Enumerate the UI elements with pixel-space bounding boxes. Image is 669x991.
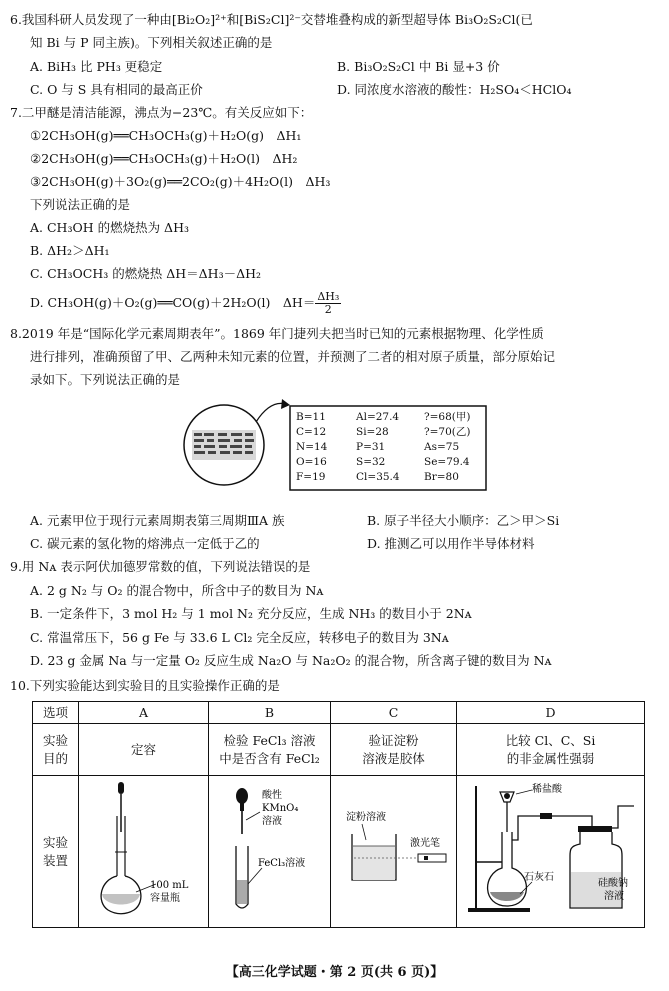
q8-stem-line2: 进行排列，准确预留了甲、乙两种未知元素的位置，并预测了二者的相对原子质量，部分原始记 [30, 349, 556, 364]
q6-option-b: B. Bi₃O₂S₂Cl 中 Bi 显+3 价 [337, 59, 500, 74]
tube-liquid [237, 880, 247, 904]
mendeleev-figure [178, 392, 494, 498]
record-c1-4: F=19 [296, 471, 326, 483]
q8-stem-line3: 录如下。下列说法正确的是 [30, 372, 181, 387]
beaker-liquid [353, 846, 395, 880]
q7-reaction-3: ③2CH₃OH(g)＋3O₂(g)══2CO₂(g)＋4H₂O(l) ΔH₃ [30, 174, 331, 189]
q7-ask: 下列说法正确的是 [30, 197, 131, 212]
q6-option-d: D. 同浓度水溶液的酸性：H₂SO₄＜HClO₄ [337, 82, 572, 97]
purpose-c-line2: 溶液是胶体 [362, 750, 425, 766]
record-c3-1: ?=70(乙) [424, 426, 471, 438]
device-label [33, 776, 79, 928]
header-a: A [79, 702, 209, 724]
q10-header-row [33, 702, 645, 724]
header-b: B [209, 702, 331, 724]
q8-option-c: C. 碳元素的氢化物的熔沸点一定低于乙的 [30, 536, 260, 551]
flask-caption-1: 100 mL [149, 880, 188, 891]
silicate-caption-2: 溶液 [603, 891, 624, 902]
q7-stem: 7.二甲醚是清洁能源，沸点为−23℃。有关反应如下： [10, 105, 313, 120]
purpose-label-line2: 目的 [42, 750, 68, 766]
record-c3-4: Br=80 [424, 471, 459, 483]
page-footer: 【高三化学试题・第 2 页(共 6 页)】 [225, 965, 444, 980]
stand-base [468, 908, 530, 912]
record-c3-0: ?=68(甲) [424, 411, 471, 423]
q6-option-a: A. BiH₃ 比 PH₃ 更稳定 [30, 59, 163, 74]
record-text [296, 411, 470, 483]
q7-option-a: A. CH₃OH 的燃烧热为 ΔH₃ [30, 220, 189, 235]
kmno4-caption-1: 酸性 [261, 790, 282, 801]
colloid-figure [332, 776, 456, 922]
record-c1-2: N=14 [296, 441, 328, 453]
record-scribble [192, 430, 256, 460]
header-c: C [331, 702, 457, 724]
header-d: D [457, 702, 645, 724]
q10-device-row [33, 776, 645, 928]
purpose-c [331, 724, 457, 776]
purpose-b [209, 724, 331, 776]
record-c2-2: P=31 [356, 441, 386, 453]
q6-stem-line1: 6.我国科研人员发现了一种由[Bi₂O₂]²⁺和[BiS₂Cl]²⁻交替堆叠构成的新型超导体 Bi₃O₂S₂Cl(已 [10, 12, 533, 27]
dropper-bulb [118, 782, 124, 794]
starch-caption: 淀粉溶液 [345, 812, 386, 823]
fraction [315, 291, 341, 316]
q7-option-b: B. ΔH₂＞ΔH₁ [30, 243, 110, 258]
device-d [457, 776, 645, 928]
flask-caption-2: 容量瓶 [149, 893, 180, 904]
tube-connector [540, 813, 552, 819]
record-c2-0: Al=27.4 [356, 411, 400, 423]
header-option: 选项 [33, 702, 79, 724]
gas-apparatus-figure [458, 776, 644, 922]
exhaust-tube [600, 806, 634, 828]
purpose-a: 定容 [79, 724, 209, 776]
purpose-c-line1: 验证淀粉 [368, 732, 419, 748]
kmno4-caption-2: KMnO₄ [261, 803, 298, 814]
device-c [331, 776, 457, 928]
q7-option-c: C. CH₃OCH₃ 的燃烧热 ΔH＝ΔH₃－ΔH₂ [30, 266, 262, 281]
fraction-denominator: 2 [324, 303, 332, 316]
q6-option-c: C. O 与 S 具有相同的最高正价 [30, 82, 203, 97]
laser-caption: 激光笔 [409, 838, 440, 849]
device-a [79, 776, 209, 928]
arrow-head [281, 399, 290, 409]
device-label-line1: 实验 [42, 834, 68, 850]
q9-option-c: C. 常温常压下，56 g Fe 与 33.6 L Cl₂ 完全反应，转移电子的数目为 3Nᴀ [30, 630, 449, 645]
bottle-stopper [578, 826, 612, 832]
purpose-d [457, 724, 645, 776]
device-label-line2: 装置 [42, 852, 68, 868]
q7-option-d-text: D. CH₃OH(g)＋O₂(g)══CO(g)＋2H₂O(l) ΔH＝ [30, 295, 316, 310]
hcl-caption: 稀盐酸 [531, 784, 562, 795]
record-c1-3: O=16 [296, 456, 327, 468]
record-c3-2: As=75 [424, 441, 460, 453]
q8-option-d: D. 推测乙可以用作半导体材料 [367, 536, 535, 551]
purpose-label [33, 724, 79, 776]
fraction-numerator: ΔH₃ [317, 290, 340, 303]
q9-option-b: B. 一定条件下，3 mol H₂ 与 1 mol N₂ 充分反应，生成 NH₃ 的数目小于 2Nᴀ [30, 606, 472, 621]
fecl3-caption: FeCl₃溶液 [257, 858, 305, 869]
record-c1-1: C=12 [296, 426, 327, 438]
purpose-d-line2: 的非金属性强弱 [506, 750, 595, 766]
q9-stem: 9.用 Nᴀ 表示阿伏加德罗常数的值，下列说法错误的是 [10, 559, 311, 574]
q8-option-b: B. 原子半径大小顺序：乙＞甲＞Si [367, 513, 560, 528]
record-c1-0: B=11 [296, 411, 326, 423]
volumetric-flask-figure [80, 776, 208, 922]
laser-pen [418, 854, 446, 862]
q10-stem: 10.下列实验能达到实验目的且实验操作正确的是 [10, 678, 280, 693]
q9-option-a: A. 2 g N₂ 与 O₂ 的混合物中，所含中子的数目为 Nᴀ [30, 583, 324, 598]
device-b [209, 776, 331, 928]
limestone-caption: 石灰石 [523, 872, 554, 883]
q9-option-d: D. 23 g 金属 Na 与一定量 O₂ 反应生成 Na₂O 与 Na₂O₂ 的混合物，所含离子键的数目为 Nᴀ [30, 653, 552, 668]
purpose-label-line1: 实验 [42, 732, 68, 748]
record-c3-3: Se=79.4 [424, 456, 470, 468]
q8-option-a: A. 元素甲位于现行元素周期表第三周期ⅢA 族 [30, 513, 285, 528]
record-c2-1: Si=28 [356, 426, 389, 438]
q8-stem-line1: 8.2019 年是“国际化学元素周期表年”。1869 年门捷列夫把当时已知的元素根据物理、化学性质 [10, 326, 544, 341]
q10-purpose-row [33, 724, 645, 776]
kmno4-caption-3: 溶液 [261, 816, 282, 827]
q6-stem-line2: 知 Bi 与 P 同主族)。下列相关叙述正确的是 [30, 35, 273, 50]
test-tube-figure [210, 776, 330, 922]
purpose-b-line1: 检验 FeCl₃ 溶液 [223, 732, 316, 748]
purpose-b-line2: 中是否含有 FeCl₂ [219, 750, 320, 766]
q7-reaction-1: ①2CH₃OH(g)══CH₃OCH₃(g)＋H₂O(g) ΔH₁ [30, 128, 302, 143]
silicate-caption-1: 硅酸钠 [597, 878, 628, 889]
q10-table [32, 701, 645, 928]
dropper-bulb [236, 788, 248, 804]
record-c2-3: S=32 [356, 456, 386, 468]
record-c2-4: Cl=35.4 [356, 471, 400, 483]
q7-reaction-2: ②2CH₃OH(g)══CH₃OCH₃(g)＋H₂O(l) ΔH₂ [30, 151, 298, 166]
purpose-d-line1: 比较 Cl、C、Si [505, 732, 596, 748]
q7-option-d [30, 291, 341, 316]
